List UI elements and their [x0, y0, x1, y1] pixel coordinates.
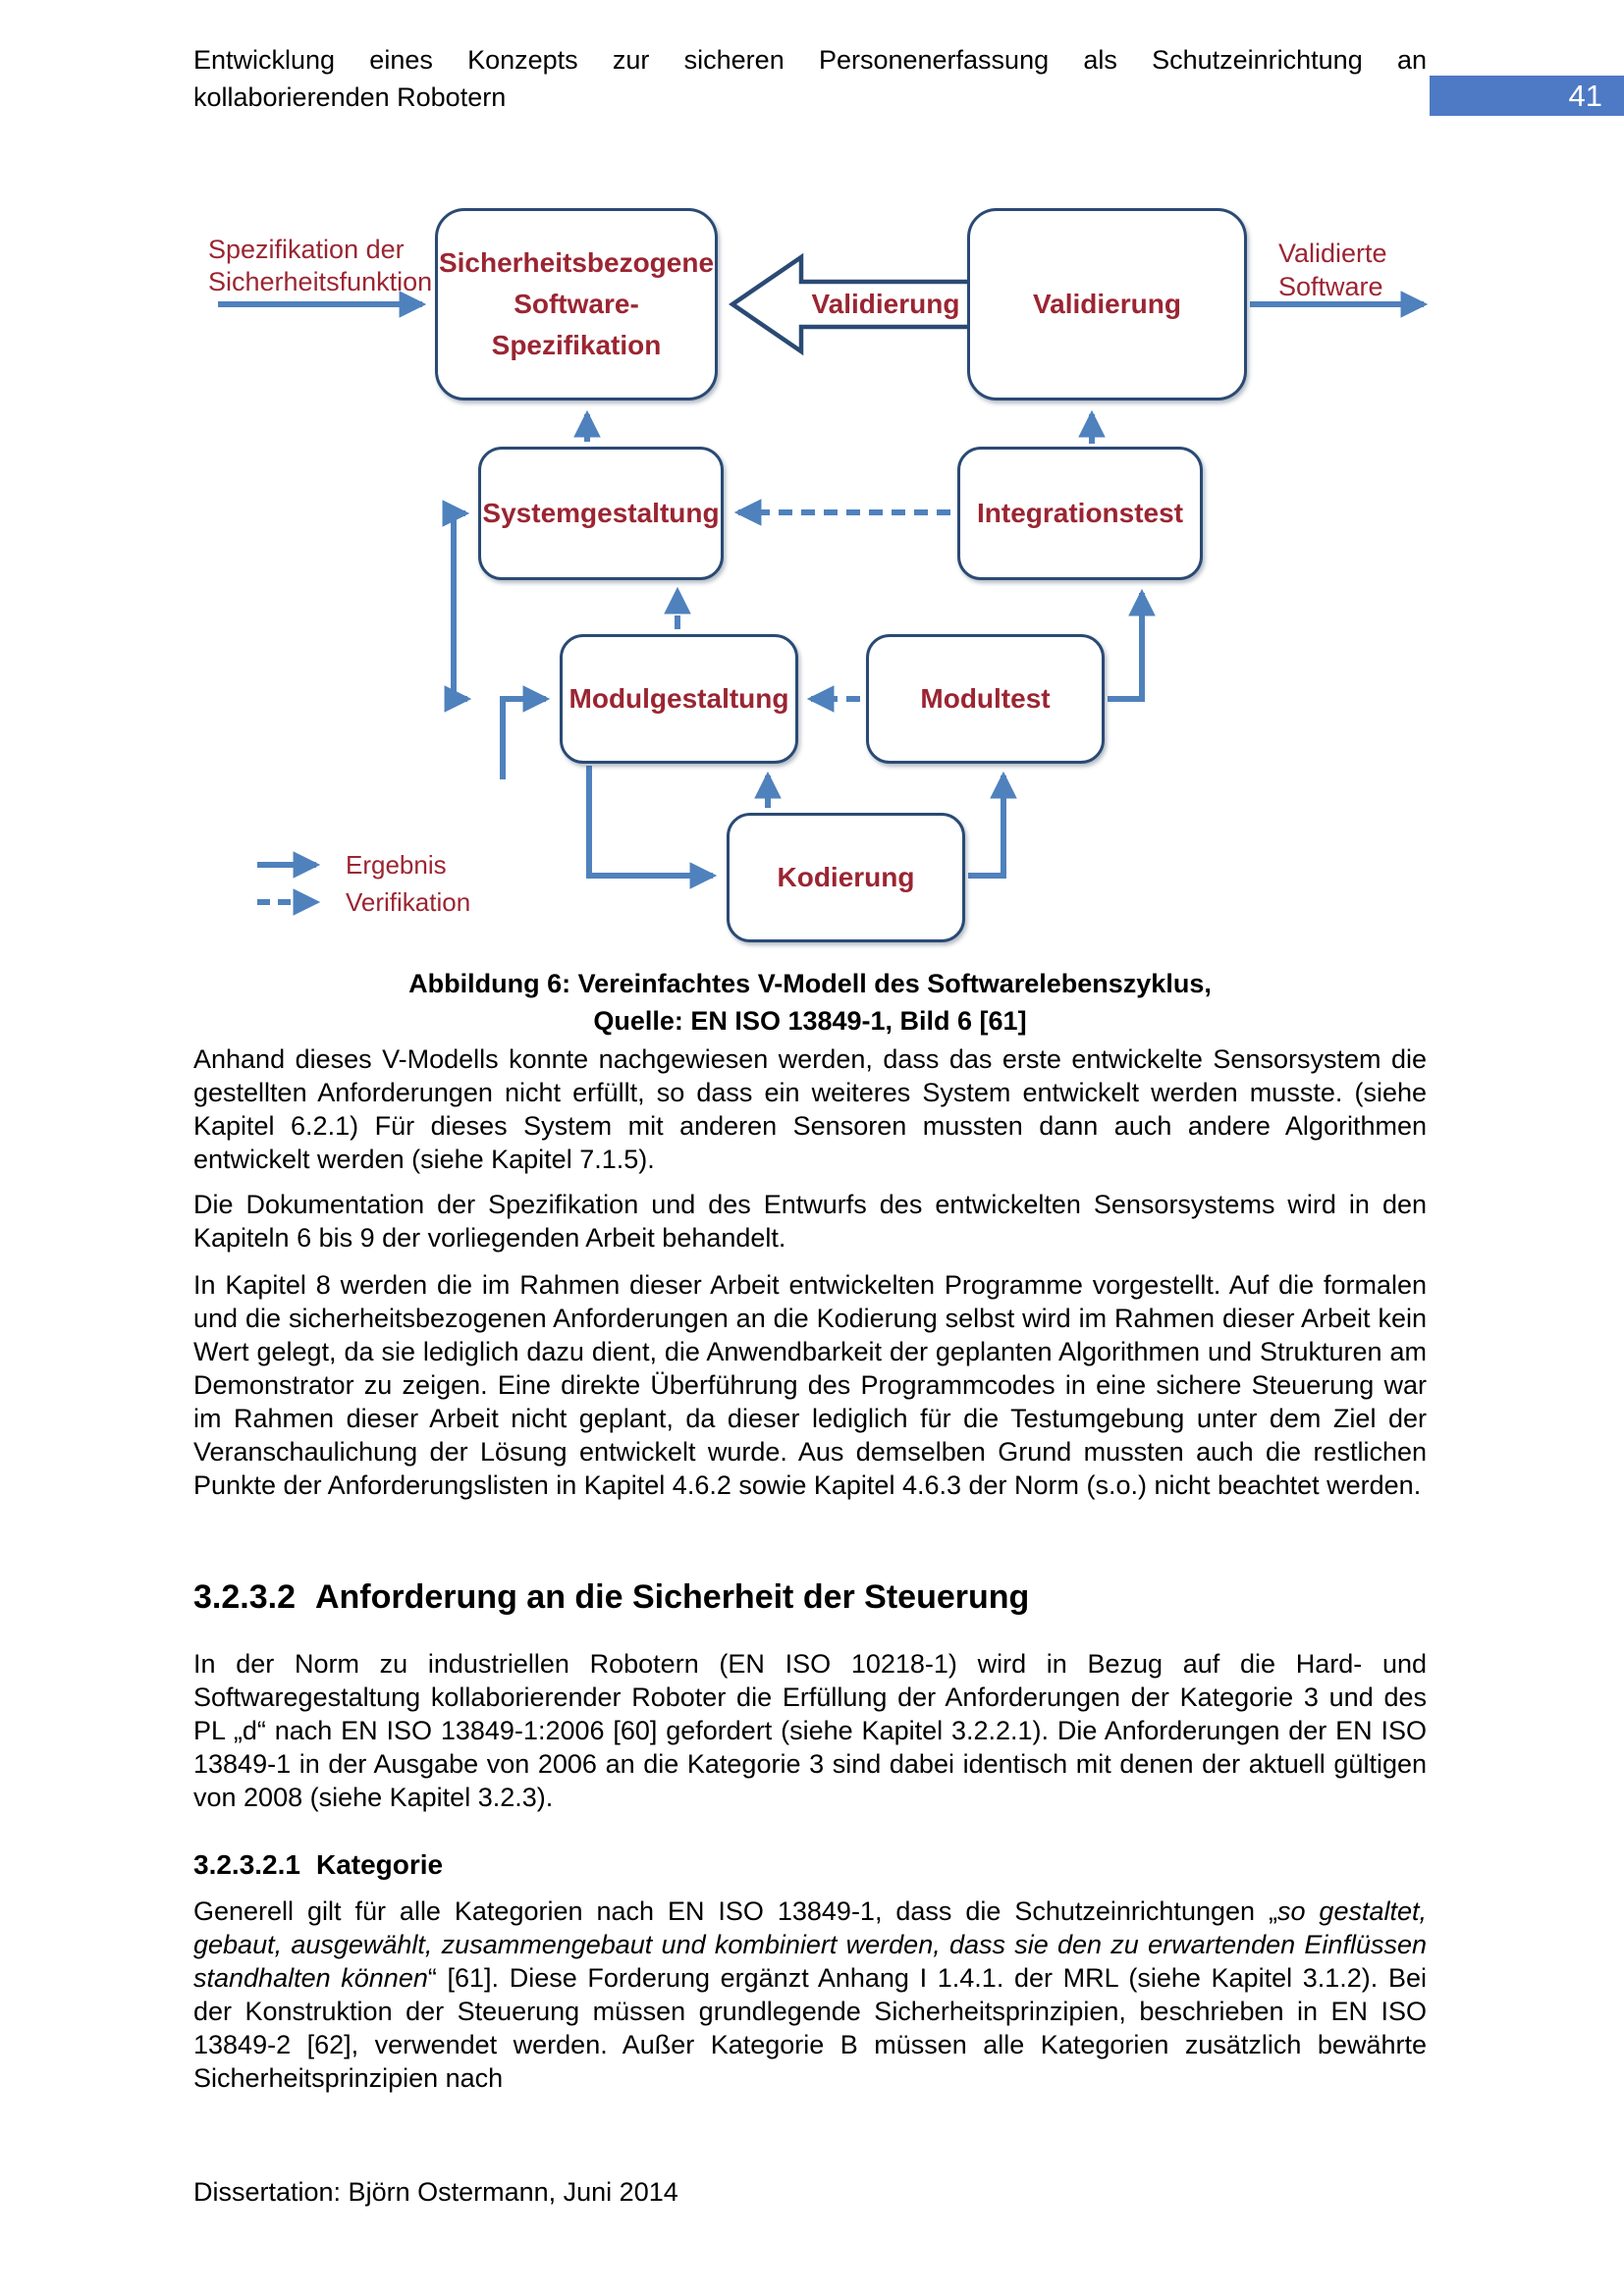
- section-heading-32321: [193, 1849, 1427, 1881]
- paragraph-2: Die Dokumentation der Spezifikation und des Entwurfs des entwickelten Sensorsystems wird in den Kapiteln 6 bis 9 der vorliegenden Arbeit behandelt.: [193, 1190, 1427, 1253]
- label-spezifikation-line2: Sicherheitsfunktion: [208, 267, 433, 296]
- paragraph-5: [193, 1895, 1427, 2095]
- box-kodierung: Kodierung: [727, 813, 965, 942]
- arrow-spec-down-to-systemgestaltung: [454, 601, 467, 699]
- legend-label-verifikation: Verifikation: [346, 887, 471, 917]
- v-model-diagram: [0, 196, 1624, 972]
- box-modultest: Modultest: [866, 634, 1105, 764]
- box-modulgestaltung: Modulgestaltung: [560, 634, 798, 764]
- subsection-title: Kategorie: [315, 1849, 444, 1880]
- subsection-number: 3.2.3.2.1: [193, 1849, 300, 1880]
- box-systemgestaltung: Systemgestaltung: [478, 447, 724, 580]
- label-validierte-software-line1: Validierte: [1278, 239, 1387, 268]
- box-sicherheitsbezogene-software-spezifikation: Sicherheitsbezogene Software-Spezifikation: [435, 208, 718, 400]
- figure-caption: [193, 965, 1427, 1040]
- label-spezifikation-line1: Spezifikation der: [208, 235, 405, 264]
- arrow-modultest-to-integrationstest: [1108, 593, 1142, 699]
- running-header: [193, 41, 1427, 116]
- section-heading-3232: [193, 1578, 1427, 1617]
- paragraph-5-quote-italic: so gestaltet, gebaut, ausgewählt, zusammengebaut und kombiniert werden, dass sie den zu erwartenden Einflüssen standhalten können: [193, 1896, 1428, 1993]
- header-title-line2: kollaborierenden Robotern: [193, 82, 507, 112]
- section-title: Anforderung an die Sicherheit der Steuerung: [314, 1578, 1030, 1616]
- box-validierung: Validierung: [967, 208, 1247, 400]
- page-number-badge: 41: [1430, 76, 1624, 116]
- section-number: 3.2.3.2: [193, 1578, 296, 1616]
- paragraph-3: In Kapitel 8 werden die im Rahmen dieser Arbeit entwickelten Programme vorgestellt. Auf die formalen und die sicherheitsbezogenen Anforderungen an die Kodierung selbst wird im Rahmen dieser Arbeit kein Wert gelegt, da sie lediglich dazu dient, die Anwendbarkeit der geplanten Algorithmen und Strukturen am Demonstrator zu zeigen. Eine direkte Überführung des Programmcodes in eine sichere Steuerung war im Rahmen dieser Arbeit nicht geplant, da dieser lediglich für die Testumgebung unter dem Ziel der Veranschaulichung der Lösung entwickelt wurde. Aus demselben Grund mussten auch die restlichen Punkte der Anforderungslisten in Kapitel 4.6.2 sowie Kapitel 4.6.3 der Norm (s.o.) nicht beachtet werden.: [193, 1270, 1427, 1500]
- paragraph-1: Anhand dieses V-Modells konnte nachgewiesen werden, dass das erste entwickelte Sensorsystem die gestellten Anforderungen nicht erfüllt, so dass ein weiteres System entwickelt werden musste. (siehe Kapitel 6.2.1) Für dieses System mit anderen Sensoren mussten dann auch andere Algorithmen entwickelt werden (siehe Kapitel 7.1.5).: [193, 1044, 1427, 1174]
- figure-caption-line1: Abbildung 6: Vereinfachtes V-Modell des Softwarelebenszyklus,: [408, 969, 1212, 998]
- arrow-modulgestaltung-to-kodierung: [589, 766, 713, 876]
- label-validierung-block-arrow: Validierung: [811, 289, 960, 319]
- box-integrationstest: Integrationstest: [957, 447, 1203, 580]
- header-title-line1: Entwicklung eines Konzepts zur sicheren Personenerfassung als Schutzeinrichtung an: [193, 45, 1427, 75]
- figure-caption-line2: Quelle: EN ISO 13849-1, Bild 6 [61]: [593, 1006, 1027, 1036]
- arrow-spec-to-systemgestaltung: [454, 513, 465, 601]
- legend-label-ergebnis: Ergebnis: [346, 850, 447, 880]
- paragraph-5-after: “ [61]. Diese Forderung ergänzt Anhang I 1.4.1. der MRL (siehe Kapitel 3.1.2). Bei der Konstruktion der Steuerung müssen grundlegende Sicherheitsprinzipien, beschrieben in EN ISO 13849-2 [62], verwendet werden. Außer Kategorie B müssen alle Kategorien zusätzlich bewährte Sicherheitsprinzipien nach: [193, 1963, 1427, 2093]
- page-footer: Dissertation: Björn Ostermann, Juni 2014: [193, 2177, 678, 2207]
- paragraph-5-before: Generell gilt für alle Kategorien nach EN ISO 13849-1, dass die Schutzeinrichtungen „: [193, 1896, 1277, 1926]
- arrow-kodierung-to-modultest: [968, 775, 1003, 876]
- label-validierte-software-line2: Software: [1278, 272, 1383, 301]
- arrow-systemgestaltung-to-modulgestaltung: [503, 699, 546, 779]
- paragraph-4: In der Norm zu industriellen Robotern (EN ISO 10218-1) wird in Bezug auf die Hard- und Softwaregestaltung kollaborierender Roboter die Erfüllung der Anforderungen der Kategorie 3 und des PL „d“ nach EN ISO 13849-1:2006 [60] gefordert (siehe Kapitel 3.2.2.1). Die Anforderungen der EN ISO 13849-1 in der Ausgabe von 2006 an die Kategorie 3 sind dabei identisch mit denen der aktuell gültigen von 2008 (siehe Kapitel 3.2.3).: [193, 1649, 1427, 1812]
